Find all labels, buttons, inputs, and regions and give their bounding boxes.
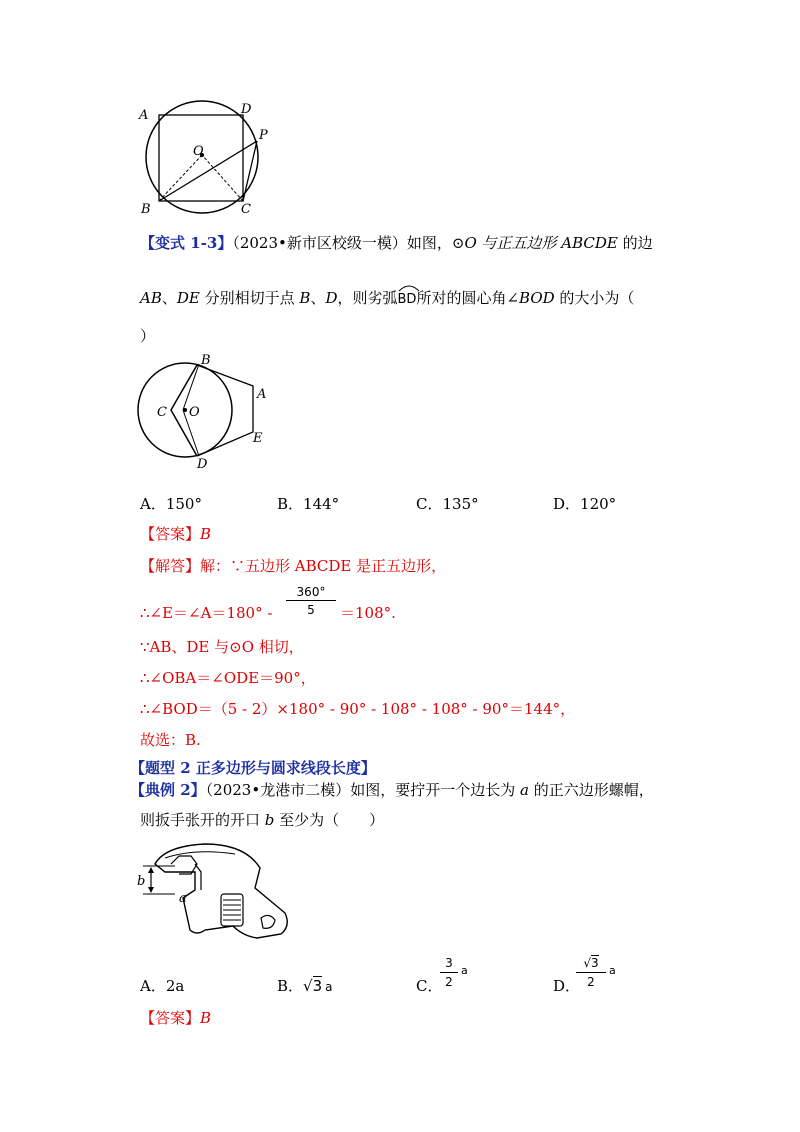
sqrt-symbol: √	[303, 977, 313, 995]
fig1-label-O: O	[193, 144, 204, 159]
fig2-label-C: C	[157, 405, 167, 420]
option2-C: C．	[416, 977, 443, 995]
fig1-label-D: D	[241, 102, 252, 117]
fig2-label-B: B	[201, 353, 211, 368]
fraction-360-over-5: 360° 5	[286, 585, 336, 619]
solution-1-line3: ∵AB、DE 与⊙O 相切，	[140, 638, 304, 656]
figure-circle-pentagon	[135, 352, 280, 472]
circle-symbol: ⊙	[451, 234, 465, 252]
option-D: D．120°	[553, 495, 617, 513]
example-2-line2: 则扳手张开的开口 b 至少为（ ）	[140, 811, 385, 829]
solution-1-line6: 故选：B.	[140, 731, 201, 749]
fig1-label-A: A	[139, 108, 149, 123]
fig2-label-A: A	[257, 387, 267, 402]
variant-1-3-line1: 【变式 1-3】（2023•新市区校级一模）如图，⊙O 与正五边形 ABCDE 的边	[140, 234, 653, 252]
solution-1-line2-result: ＝108°.	[340, 604, 396, 622]
option2-D-fraction: √3 2	[576, 955, 606, 991]
answer-2: 【答案】B	[140, 1009, 212, 1027]
fig3-label-b: b	[137, 874, 146, 889]
fig2-label-D: D	[197, 457, 208, 472]
option2-B: B．√3 a	[277, 977, 333, 995]
solution-1-line1: 【解答】解：∵五边形 ABCDE 是正五边形，	[140, 557, 447, 575]
variant-tag: 【变式 1-3】	[140, 234, 233, 252]
sqrt-symbol-d: √	[583, 956, 591, 970]
variant-1-3-line2: AB、DE 分别相切于点 B、D，则劣弧 BD所对的圆心角∠BOD 的大小为（	[140, 288, 634, 310]
option-A: A．150°	[140, 495, 202, 513]
example-tag: 【典例 2】	[130, 781, 206, 799]
figure-wrench	[135, 838, 300, 948]
option2-A: A．2a	[140, 977, 185, 995]
fig2-label-E: E	[253, 431, 263, 446]
option-B: B．144°	[277, 495, 340, 513]
fig1-label-B: B	[141, 202, 151, 217]
option2-D-var: a	[609, 964, 616, 977]
solution-1-line4: ∴∠OBA＝∠ODE＝90°，	[140, 669, 316, 687]
example-2-line1: 【典例 2】（2023•龙港市二模）如图，要拧开一个边长为 a 的正六边形螺帽，	[130, 781, 654, 799]
answer-1: 【答案】B	[140, 525, 212, 543]
arc-BD: BD	[398, 290, 417, 310]
variant-1-3-line3: ）	[140, 327, 156, 345]
option2-C-fraction: 3 2	[440, 955, 458, 991]
solution-1-line2: ∴∠E＝∠A＝180° -	[140, 604, 273, 622]
option2-D: D．	[553, 977, 581, 995]
fig1-label-C: C	[241, 202, 251, 217]
figure-circle-square	[135, 95, 285, 220]
section-2-title: 【题型 2 正多边形与圆求线段长度】	[130, 759, 376, 777]
fig3-label-a: a	[179, 891, 187, 906]
fig2-label-O: O	[189, 405, 200, 420]
option-C: C．135°	[416, 495, 479, 513]
fig1-label-P: P	[259, 128, 268, 143]
solution-1-line5: ∴∠BOD＝（5 - 2）×180° - 90° - 108° - 108° - 90°＝144°，	[140, 700, 576, 718]
option2-C-var: a	[461, 964, 468, 977]
